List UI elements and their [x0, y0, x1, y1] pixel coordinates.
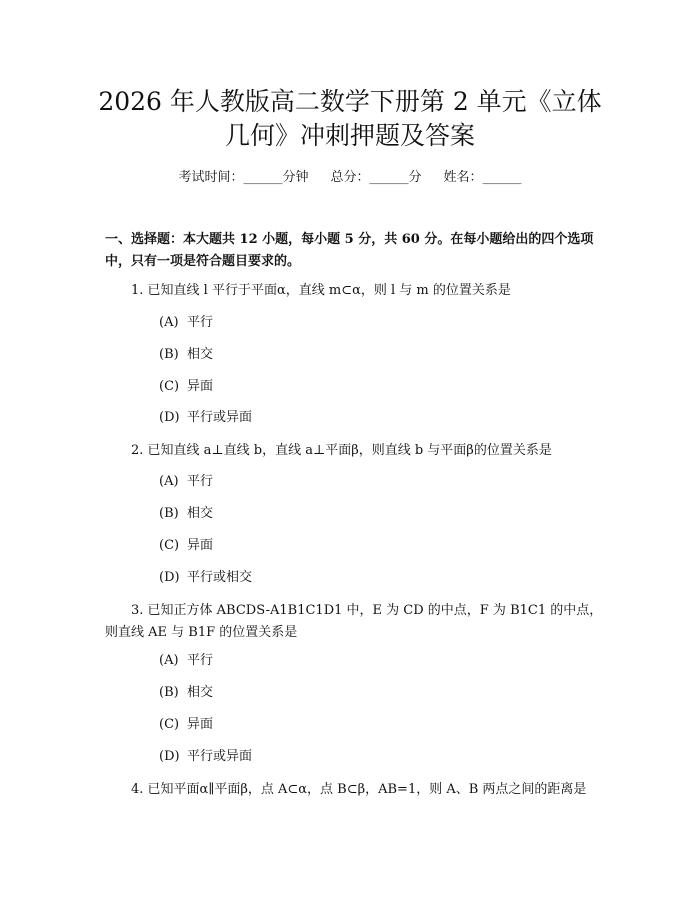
- option-text: 平行: [187, 653, 214, 668]
- question-2-option-c: [159, 536, 213, 556]
- question-1-option-a: [159, 313, 213, 333]
- question-3: 3. 已知正方体 ABCDS-A1B1C1D1 中，E 为 CD 的中点，F 为 B1C1 的中点，则直线 AE 与 B1F 的位置关系是: [105, 603, 603, 640]
- question-2-option-b: [159, 504, 213, 524]
- question-3-option-b: [159, 683, 213, 703]
- question-3-option-d: [159, 747, 252, 767]
- option-label: (A): [159, 315, 179, 330]
- question-4: 4. 已知平面α∥平面β，点 A⊂α，点 B⊂β，AB=1，则 A、B 两点之间的距离是: [131, 782, 587, 797]
- document-title-line-1: 2026 年人教版高二数学下册第 2 单元《立体: [98, 87, 602, 116]
- question-2-option-a: [159, 472, 213, 492]
- option-label: (B): [159, 506, 179, 521]
- document-title-line-2: 几何》冲刺押题及答案: [224, 121, 475, 150]
- question-2-option-d: [159, 568, 252, 588]
- question-3-option-a: [159, 651, 213, 671]
- option-text: 平行或异面: [187, 749, 253, 764]
- option-text: 相交: [187, 347, 214, 362]
- option-text: 平行: [187, 315, 214, 330]
- option-text: 异面: [187, 379, 214, 394]
- question-1: 1. 已知直线 l 平行于平面α，直线 m⊂α，则 l 与 m 的位置关系是: [131, 283, 511, 298]
- option-text: 异面: [187, 538, 214, 553]
- option-text: 平行或相交: [187, 570, 253, 585]
- option-text: 相交: [187, 506, 214, 521]
- exam-total-score: 总分：______分: [330, 170, 422, 185]
- question-2: 2. 已知直线 a⊥直线 b，直线 a⊥平面β，则直线 b 与平面β的位置关系是: [131, 443, 552, 458]
- option-label: (D): [159, 570, 180, 585]
- option-label: (B): [159, 347, 179, 362]
- option-label: (C): [159, 717, 180, 732]
- exam-name-field: 姓名：______: [443, 170, 522, 185]
- section-heading: 一、选择题：本大题共 12 小题，每小题 5 分，共 60 分。在每小题给出的四个选项中，只有一项是符合题目要求的。: [105, 232, 594, 269]
- option-label: (C): [159, 538, 180, 553]
- option-text: 相交: [187, 685, 214, 700]
- option-text: 平行或异面: [187, 410, 253, 425]
- option-label: (A): [159, 653, 179, 668]
- option-label: (D): [159, 749, 180, 764]
- option-label: (B): [159, 685, 179, 700]
- question-3-option-c: [159, 715, 213, 735]
- question-1-option-b: [159, 345, 213, 365]
- exam-time: 考试时间：______分钟: [178, 170, 309, 185]
- exam-meta: [0, 168, 700, 188]
- option-label: (A): [159, 474, 179, 489]
- question-1-option-d: [159, 408, 252, 428]
- option-label: (C): [159, 379, 180, 394]
- option-text: 异面: [187, 717, 214, 732]
- question-1-option-c: [159, 377, 213, 397]
- option-label: (D): [159, 410, 180, 425]
- option-text: 平行: [187, 474, 214, 489]
